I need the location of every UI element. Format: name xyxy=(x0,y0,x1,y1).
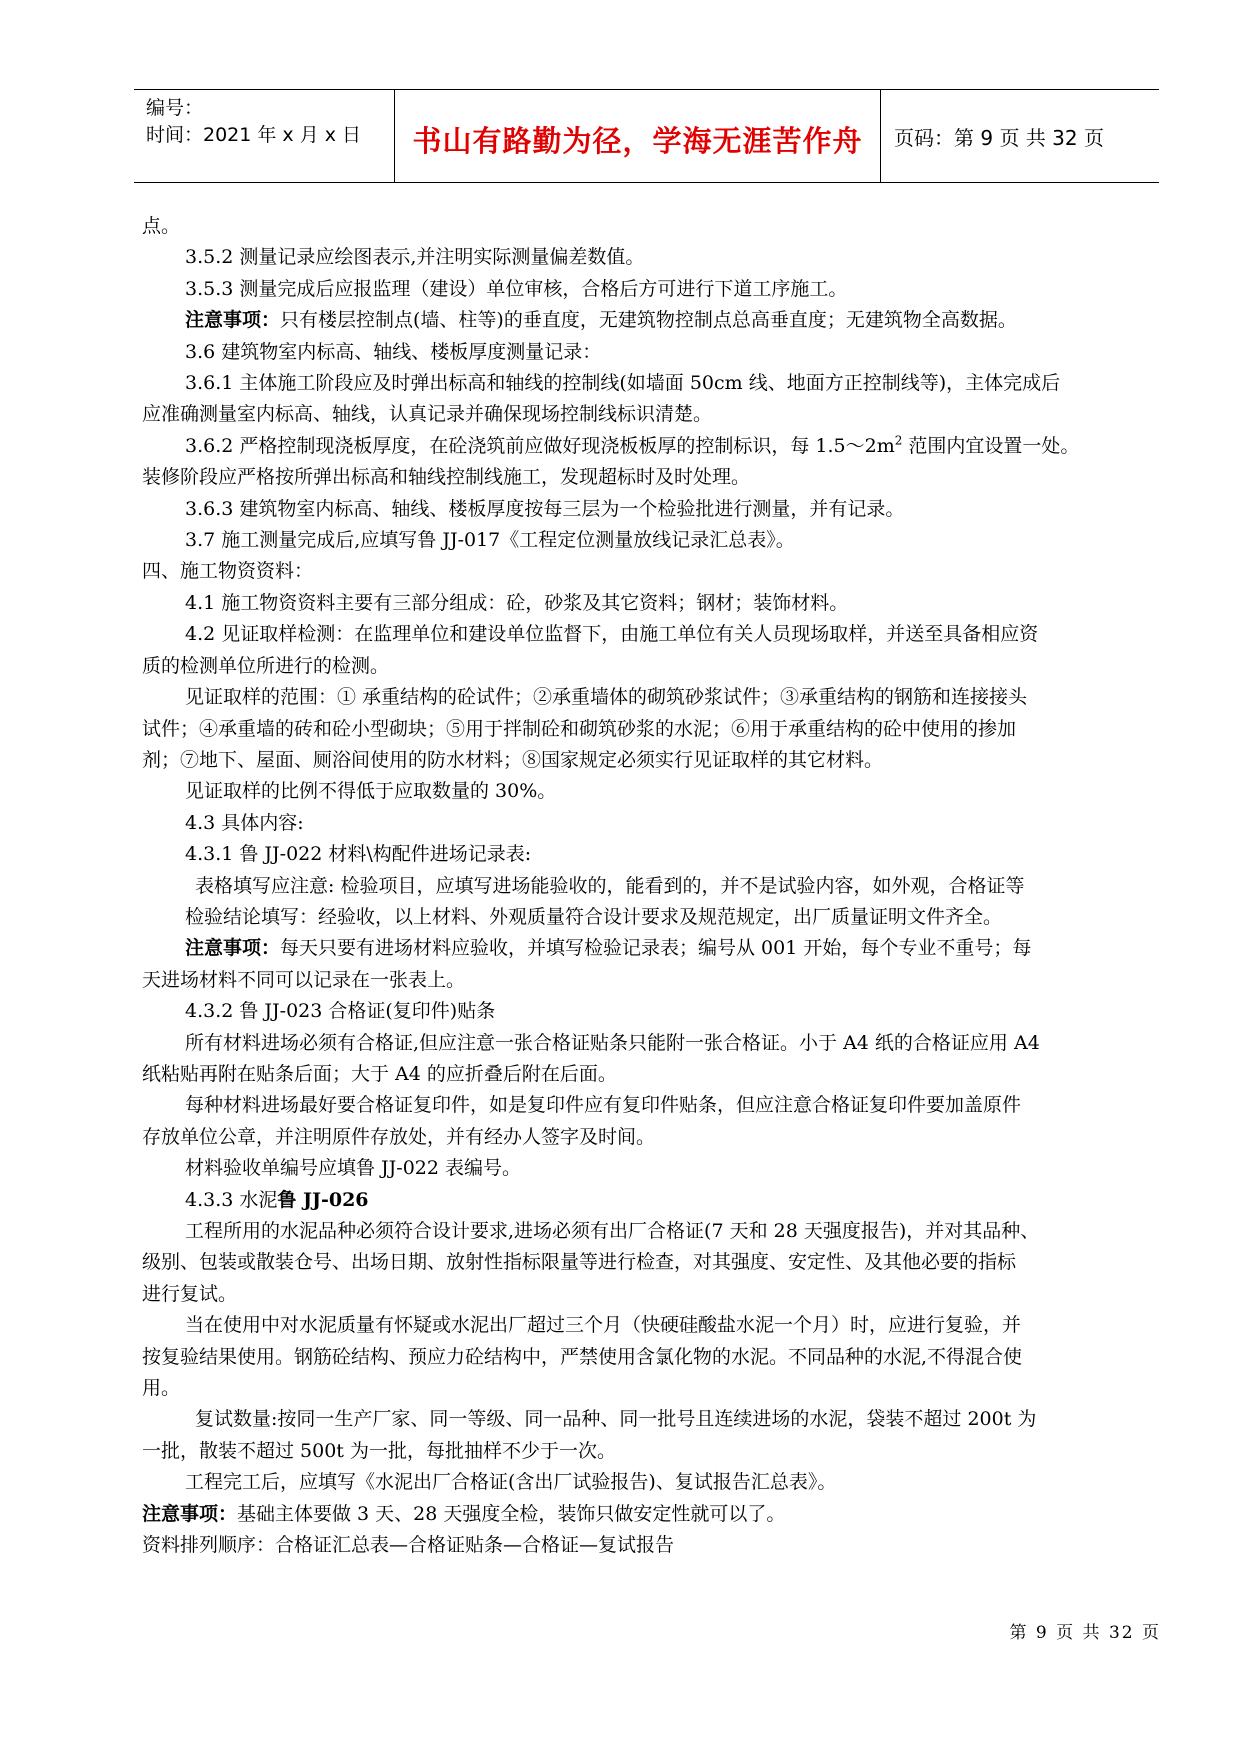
header-motto-cell xyxy=(394,90,881,182)
text-line: 3.7 施工测量完成后,应填写鲁 JJ-017《工程定位测量放线记录汇总表》。 xyxy=(185,529,795,552)
text-line: 存放单位公章，并注明原件存放处，并有经办人签字及时间。 xyxy=(142,1125,656,1148)
text-line: 剂；⑦地下、屋面、厕浴间使用的防水材料；⑧国家规定必须实行见证取样的其它材料。 xyxy=(142,748,884,771)
text-line: 资料排列顺序：合格证汇总表—合格证贴条—合格证—复试报告 xyxy=(142,1534,675,1557)
note-text: 只有楼层控制点(墙、柱等)的垂直度，无建筑物控制点总高垂直度；无建筑物全高数据。 xyxy=(280,309,1017,332)
text-line: 天进场材料不同可以记录在一张表上。 xyxy=(142,968,466,991)
text-line: 材料验收单编号应填鲁 JJ-022 表编号。 xyxy=(185,1157,521,1180)
note-text: 基础主体要做 3 天、28 天强度全检，装饰只做安定性就可以了。 xyxy=(237,1502,786,1525)
section-heading: 4.3.1 鲁 JJ-022 材料\构配件进场记录表: xyxy=(185,843,532,866)
text-line: 所有材料进场必须有合格证,但应注意一张合格证贴条只能附一张合格证。小于 A4 纸的合格证应用 A4 xyxy=(185,1031,1040,1054)
document-body xyxy=(142,211,1160,1561)
section-heading xyxy=(142,1185,1160,1216)
form-code: 鲁 JJ-026 xyxy=(277,1188,369,1211)
header-page-info: 页码：第 9 页 共 32 页 xyxy=(894,126,1104,150)
note-text: 每天只要有进场材料应验收，并填写检验记录表；编号从 001 开始，每个专业不重号；每 xyxy=(280,937,1032,960)
text-line: 复试数量:按同一生产厂家、同一等级、同一品种、同一批号且连续进场的水泥，袋装不超过 200t 为 xyxy=(195,1408,1037,1431)
text-line xyxy=(142,1499,1160,1530)
page-footer: 第 9 页 共 32 页 xyxy=(1009,1623,1161,1643)
text-line: 见证取样的比例不得低于应取数量的 30%。 xyxy=(185,780,557,803)
text-line: 工程所用的水泥品种必须符合设计要求,进场必须有出厂合格证(7 天和 28 天强度报告)，并对其品种、 xyxy=(185,1220,1040,1242)
text-line: 纸粘贴再附在贴条后面；大于 A4 的应折叠后附在后面。 xyxy=(142,1062,617,1085)
superscript: 2 xyxy=(894,433,903,448)
document-date-label: 时间：2021 年 x 月 x 日 xyxy=(146,124,362,146)
header-motto: 书山有路勤为径，学海无涯苦作舟 xyxy=(412,124,863,158)
text-line: 3.5.3 测量完成后应报监理（建设）单位审核，合格后方可进行下道工序施工。 xyxy=(185,277,848,300)
section-heading: 四、施工物资资料： xyxy=(142,560,314,583)
text-line: 装修阶段应严格按所弹出标高和轴线控制线施工，发现超标时及时处理。 xyxy=(142,466,751,489)
text-line: 用。 xyxy=(142,1377,181,1400)
text-line: 应准确测量室内标高、轴线，认真记录并确保现场控制线标识清楚。 xyxy=(142,403,713,426)
note-label: 注意事项： xyxy=(185,937,281,960)
text-line: 质的检测单位所进行的检测。 xyxy=(142,654,390,677)
header-left-cell xyxy=(134,90,394,182)
text-span: 3.6.2 严格控制现浇板厚度，在砼浇筑前应做好现浇板板厚的控制标识，每 1.5～2m xyxy=(185,434,895,457)
text-line: 见证取样的范围：① 承重结构的砼试件；②承重墙体的砌筑砂浆试件；③承重结构的钢筋和连接接头 xyxy=(185,686,1028,709)
text-line: 每种材料进场最好要合格证复印件，如是复印件应有复印件贴条，但应注意合格证复印件要加盖原件 xyxy=(185,1094,1022,1117)
text-line: 4.2 见证取样检测：在监理单位和建设单位监督下，由施工单位有关人员现场取样，并送至具备相应资 xyxy=(185,623,1039,646)
text-line: 3.5.2 测量记录应绘图表示,并注明实际测量偏差数值。 xyxy=(185,246,645,269)
text-line xyxy=(142,933,1160,964)
document-number-label: 编号： xyxy=(146,97,204,119)
header-page-cell xyxy=(880,90,1159,182)
text-line: 检验结论填写：经验收，以上材料、外观质量符合设计要求及规范规定，出厂质量证明文件齐全。 xyxy=(185,905,1003,928)
text-span: 4.3.3 水泥 xyxy=(185,1188,278,1211)
section-heading: 3.6 建筑物室内标高、轴线、楼板厚度测量记录： xyxy=(185,340,602,363)
page-header xyxy=(134,89,1159,183)
text-line: 3.6.1 主体施工阶段应及时弹出标高和轴线的控制线(如墙面 50cm 线、地面方正控制线等)，主体完成后 xyxy=(185,372,1061,395)
text-line: 一批，散装不超过 500t 为一批，每批抽样不少于一次。 xyxy=(142,1439,616,1462)
text-line: 当在使用中对水泥质量有怀疑或水泥出厂超过三个月（快硬硅酸盐水泥一个月）时，应进行复验，并 xyxy=(185,1314,1022,1337)
text-line xyxy=(142,305,1160,336)
text-line: 级别、包装或散装仓号、出场日期、放射性指标限量等进行检查，对其强度、安定性、及其他必要的指标 xyxy=(142,1251,1017,1274)
section-heading: 4.3 具体内容: xyxy=(185,811,304,834)
text-line: 工程完工后，应填写《水泥出厂合格证(含出厂试验报告)、复试报告汇总表》。 xyxy=(185,1471,837,1494)
text-line: 3.6.3 建筑物室内标高、轴线、楼板厚度按每三层为一个检验批进行测量，并有记录。 xyxy=(185,497,905,520)
text-line xyxy=(142,431,1160,462)
text-line: 点。 xyxy=(142,215,181,237)
text-line: 按复验结果使用。钢筋砼结构、预应力砼结构中，严禁使用含氯化物的水泥。不同品种的水泥,不得混合使 xyxy=(142,1345,1023,1368)
note-label: 注意事项： xyxy=(142,1502,238,1525)
text-line: 进行复试。 xyxy=(142,1282,238,1305)
text-line: 表格填写应注意: 检验项目，应填写进场能验收的，能看到的，并不是试验内容，如外观，合格证等 xyxy=(195,874,1025,897)
text-span: 范围内宜设置一处。 xyxy=(902,434,1080,457)
note-label: 注意事项： xyxy=(185,309,281,332)
text-line: 试件；④承重墙的砖和砼小型砌块；⑤用于拌制砼和砌筑砂浆的水泥；⑥用于承重结构的砼中使用的掺加 xyxy=(142,717,1017,740)
text-line: 4.1 施工物资资料主要有三部分组成：砼，砂浆及其它资料；钢材；装饰材料。 xyxy=(185,591,849,614)
section-heading: 4.3.2 鲁 JJ-023 合格证(复印件)贴条 xyxy=(185,1000,496,1023)
